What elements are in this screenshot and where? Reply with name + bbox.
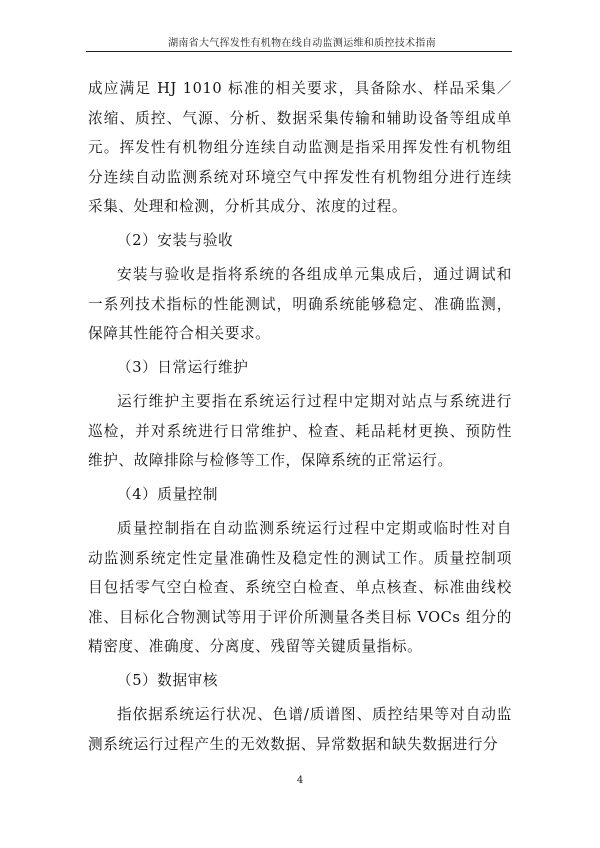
paragraph-installation-acceptance: 安装与验收是指将系统的各组成单元集成后，通过调试和一系列技术指标的性能测试，明确系统能够稳定、准确监测，保障其性能符合相关要求。 <box>88 266 512 342</box>
paragraph-quality-control: 质量控制指在自动监测系统运行过程中定期或临时性对自动监测系统定性定量准确性及稳定性的测试工作。质量控制项目包括零气空白检查、系统空白检查、单点核查、标准曲线校准、目标化合物测试等用于评价所测量各类目标 VOCs 组分的精密度、准确度、分离度、残留等关键质量指标。 <box>88 520 512 655</box>
heading-installation-acceptance: （2）安装与验收 <box>117 231 234 249</box>
paragraph-data-review: 指依据系统运行状况、色谱/质谱图、质控结果等对自动监测系统运行过程产生的无效数据、异常数据和缺失数据进行分 <box>88 706 512 753</box>
page-body <box>88 74 512 759</box>
heading-data-review: （5）数据审核 <box>117 671 219 689</box>
paragraph-daily-operation: 运行维护主要指在系统运行过程中定期对站点与系统进行巡检，并对系统进行日常维护、检查、耗品耗材更换、预防性维护、故障排除与检修等工作，保障系统的正常运行。 <box>88 393 512 469</box>
heading-quality-control: （4）质量控制 <box>117 485 219 503</box>
paragraph-continued: 成应满足 HJ 1010 标准的相关要求，具备除水、样品采集／浓缩、质控、气源、分析、数据采集传输和辅助设备等组成单元。挥发性有机物组分连续自动监测是指采用挥发性有机物组分连续自动监测系统对环境空气中挥发性有机物组分进行连续采集、处理和检测，分析其成分、浓度的过程。 <box>88 80 512 215</box>
running-header: 湖南省大气挥发性有机物在线自动监测运维和质控技术指南 <box>168 38 436 49</box>
page-number: 4 <box>296 775 304 786</box>
header-divider <box>86 51 512 52</box>
heading-daily-operation: （3）日常运行维护 <box>117 358 249 376</box>
